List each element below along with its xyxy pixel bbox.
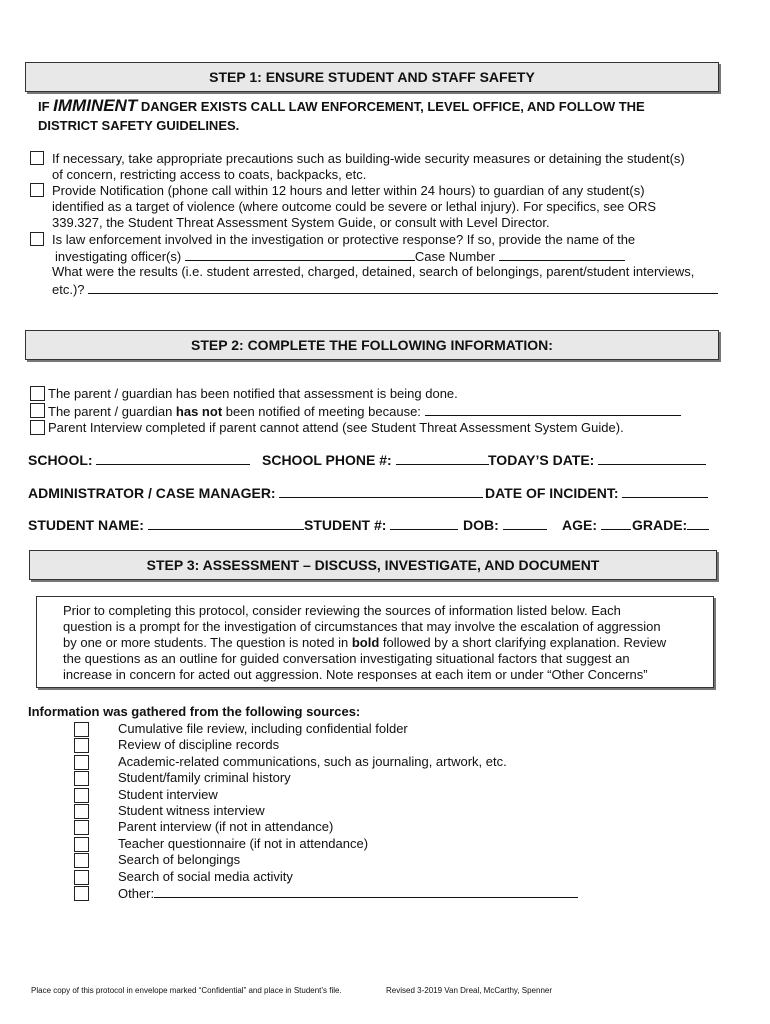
imminent-warning-line2: DISTRICT SAFETY GUIDELINES. bbox=[38, 118, 240, 133]
step1-header bbox=[25, 62, 719, 92]
step3-header bbox=[29, 550, 717, 580]
precautions-text-1: If necessary, take appropriate precautions such as building-wide security measures or detaining the student(s) bbox=[52, 151, 685, 166]
source-item: Search of belongings bbox=[118, 852, 241, 867]
not-notified-reason-field[interactable] bbox=[425, 403, 681, 416]
school-row: SCHOOL: bbox=[28, 452, 250, 468]
step3-title: STEP 3: ASSESSMENT – DISCUSS, INVESTIGATE, AND DOCUMENT bbox=[146, 557, 600, 573]
parent-not-notified-checkbox[interactable] bbox=[30, 403, 45, 418]
source-checkbox[interactable] bbox=[74, 820, 89, 835]
student-number-field[interactable] bbox=[390, 517, 458, 530]
incident-date-field[interactable] bbox=[622, 485, 708, 498]
grade-field[interactable] bbox=[687, 517, 709, 530]
source-checkbox[interactable] bbox=[74, 870, 89, 885]
results-question: What were the results (i.e. student arrested, charged, detained, search of belongings, parent/student interviews, bbox=[52, 264, 695, 279]
results-row: etc.)? bbox=[52, 281, 718, 298]
student-name-row: STUDENT NAME: bbox=[28, 517, 304, 533]
note-line-4: the questions as an outline for guided conversation investigating situational factors that suggest an bbox=[63, 651, 630, 666]
source-checkbox[interactable] bbox=[74, 771, 89, 786]
source-checkbox[interactable] bbox=[74, 788, 89, 803]
precautions-checkbox[interactable] bbox=[30, 151, 44, 165]
notification-text-2: identified as a target of violence (where outcome could be severe or lethal injury). For specifics, see ORS bbox=[52, 199, 657, 214]
imminent-word: IMMINENT bbox=[53, 96, 138, 115]
grade-row: GRADE: bbox=[632, 517, 709, 533]
source-checkbox[interactable] bbox=[74, 886, 89, 901]
footer-revision: Revised 3-2019 Van Dreal, McCarthy, Spenner bbox=[386, 986, 553, 995]
source-item: Review of discipline records bbox=[118, 737, 280, 752]
notification-checkbox[interactable] bbox=[30, 183, 44, 197]
step2-title: STEP 2: COMPLETE THE FOLLOWING INFORMATION: bbox=[191, 337, 553, 353]
precautions-text-2: of concern, restricting access to coats, backpacks, etc. bbox=[52, 167, 367, 182]
source-checkbox[interactable] bbox=[74, 804, 89, 819]
source-checkbox[interactable] bbox=[74, 837, 89, 852]
parent-not-notified-row: The parent / guardian has not been notified of meeting because: bbox=[48, 403, 681, 420]
source-item: Search of social media activity bbox=[118, 869, 293, 884]
student-name-field[interactable] bbox=[148, 517, 304, 530]
review-note-box bbox=[36, 596, 714, 688]
school-field[interactable] bbox=[96, 452, 250, 465]
law-enforcement-text-1: Is law enforcement involved in the investigation or protective response? If so, provide the name of the bbox=[52, 232, 636, 247]
source-checkbox[interactable] bbox=[74, 722, 89, 737]
officer-name-field[interactable] bbox=[185, 248, 415, 261]
law-enforcement-checkbox[interactable] bbox=[30, 232, 44, 246]
source-item: Student interview bbox=[118, 787, 218, 802]
step1-title: STEP 1: ENSURE STUDENT AND STAFF SAFETY bbox=[209, 69, 535, 85]
parent-notified-text: The parent / guardian has been notified that assessment is being done. bbox=[48, 386, 458, 401]
age-row: AGE: bbox=[562, 517, 631, 533]
results-field[interactable] bbox=[88, 281, 718, 294]
parent-interview-text: Parent Interview completed if parent cannot attend (see Student Threat Assessment System Guide). bbox=[48, 420, 624, 435]
source-item: Teacher questionnaire (if not in attendance) bbox=[118, 836, 369, 851]
administrator-field[interactable] bbox=[279, 485, 483, 498]
source-item: Cumulative file review, including confidential folder bbox=[118, 721, 408, 736]
school-phone-row: SCHOOL PHONE #: bbox=[262, 452, 489, 468]
dob-field[interactable] bbox=[503, 517, 547, 530]
todays-date-row: TODAY’S DATE: bbox=[488, 452, 706, 468]
age-field[interactable] bbox=[601, 517, 631, 530]
notification-text-1: Provide Notification (phone call within 12 hours and letter within 24 hours) to guardian of any student(s) bbox=[52, 183, 645, 198]
note-line-3: by one or more students. The question is noted in bold followed by a short clarifying explanation. Review bbox=[63, 635, 667, 650]
officer-row: investigating officer(s) Case Number bbox=[55, 248, 625, 265]
parent-interview-checkbox[interactable] bbox=[30, 420, 45, 435]
source-item: Student witness interview bbox=[118, 803, 265, 818]
todays-date-field[interactable] bbox=[598, 452, 706, 465]
other-source-field[interactable] bbox=[154, 885, 578, 898]
source-checkbox[interactable] bbox=[74, 853, 89, 868]
source-item: Academic-related communications, such as journaling, artwork, etc. bbox=[118, 754, 507, 769]
step2-header bbox=[25, 330, 719, 360]
source-checkbox[interactable] bbox=[74, 755, 89, 770]
student-number-row: STUDENT #: bbox=[304, 517, 458, 533]
administrator-row: ADMINISTRATOR / CASE MANAGER: bbox=[28, 485, 483, 501]
imminent-warning: IF IMMINENT DANGER EXISTS CALL LAW ENFORCEMENT, LEVEL OFFICE, AND FOLLOW THE bbox=[38, 96, 645, 115]
school-phone-field[interactable] bbox=[396, 452, 489, 465]
source-checkbox[interactable] bbox=[74, 738, 89, 753]
incident-date-row: DATE OF INCIDENT: bbox=[485, 485, 708, 501]
note-line-1: Prior to completing this protocol, consider reviewing the sources of information listed below. Each bbox=[63, 603, 621, 618]
source-item: Parent interview (if not in attendance) bbox=[118, 819, 334, 834]
source-item: Other: bbox=[118, 885, 578, 902]
notification-text-3: 339.327, the Student Threat Assessment System Guide, or consult with Level Director. bbox=[52, 215, 550, 230]
footer-instructions: Place copy of this protocol in envelope marked “Confidential” and place in Student’s file. bbox=[31, 986, 342, 995]
case-number-field[interactable] bbox=[499, 248, 625, 261]
source-item: Student/family criminal history bbox=[118, 770, 291, 785]
note-line-5: increase in concern for acted out aggression. Note responses at each item or under “Other Concerns” bbox=[63, 667, 648, 682]
sources-heading: Information was gathered from the following sources: bbox=[28, 704, 361, 719]
parent-notified-checkbox[interactable] bbox=[30, 386, 45, 401]
note-line-2: question is a prompt for the investigation of circumstances that may involve the escalation of aggression bbox=[63, 619, 661, 634]
dob-row: DOB: bbox=[463, 517, 547, 533]
